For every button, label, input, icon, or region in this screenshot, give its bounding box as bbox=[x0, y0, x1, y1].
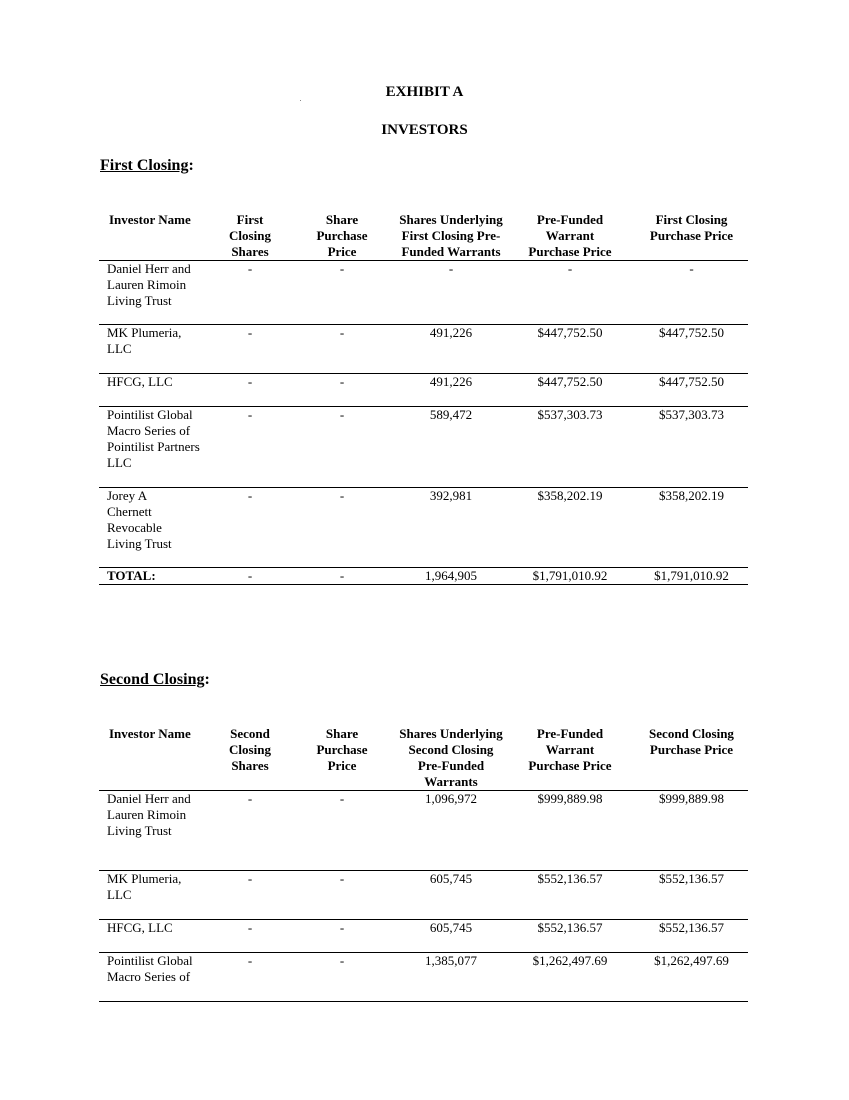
share-purchase-price: - bbox=[287, 953, 397, 1002]
shares-underlying: 589,472 bbox=[397, 407, 505, 488]
total-closing-shares: - bbox=[213, 568, 287, 585]
closing-purchase-price: $552,136.57 bbox=[635, 920, 748, 953]
stray-mark bbox=[300, 100, 301, 101]
shares-underlying: 491,226 bbox=[397, 374, 505, 407]
warrant-purchase-price: $999,889.98 bbox=[505, 791, 635, 871]
col-closing-shares: First Closing Shares bbox=[213, 212, 287, 261]
closing-shares: - bbox=[213, 791, 287, 871]
investor-name: Pointilist Global Macro Series of bbox=[99, 953, 213, 1002]
warrant-purchase-price: $358,202.19 bbox=[505, 488, 635, 568]
closing-shares: - bbox=[213, 920, 287, 953]
investors-subtitle: INVESTORS bbox=[381, 122, 468, 138]
total-share-purchase-price: - bbox=[287, 568, 397, 585]
second-closing-heading-colon: : bbox=[204, 671, 210, 688]
closing-purchase-price: - bbox=[635, 261, 748, 325]
table-row bbox=[99, 488, 748, 568]
closing-shares: - bbox=[213, 488, 287, 568]
table-row bbox=[99, 261, 748, 325]
col-closing-purchase-price: First Closing Purchase Price bbox=[635, 212, 748, 261]
shares-underlying: 605,745 bbox=[397, 871, 505, 920]
closing-shares: - bbox=[213, 325, 287, 374]
table-row bbox=[99, 407, 748, 488]
table-header-row bbox=[99, 726, 748, 791]
closing-purchase-price: $999,889.98 bbox=[635, 791, 748, 871]
investor-name: Daniel Herr and Lauren Rimoin Living Trust bbox=[99, 791, 213, 871]
first-closing-table bbox=[99, 212, 748, 585]
first-closing-heading-colon: : bbox=[188, 157, 194, 174]
closing-shares: - bbox=[213, 953, 287, 1002]
investor-name: HFCG, LLC bbox=[99, 920, 213, 953]
shares-underlying: 491,226 bbox=[397, 325, 505, 374]
closing-purchase-price: $358,202.19 bbox=[635, 488, 748, 568]
warrant-purchase-price: - bbox=[505, 261, 635, 325]
closing-shares: - bbox=[213, 871, 287, 920]
investor-name: MK Plumeria, LLC bbox=[99, 871, 213, 920]
col-investor-name: Investor Name bbox=[99, 212, 213, 261]
col-investor-name: Investor Name bbox=[99, 726, 213, 791]
share-purchase-price: - bbox=[287, 791, 397, 871]
closing-shares: - bbox=[213, 407, 287, 488]
share-purchase-price: - bbox=[287, 488, 397, 568]
shares-underlying: 392,981 bbox=[397, 488, 505, 568]
shares-underlying: - bbox=[397, 261, 505, 325]
table-row bbox=[99, 871, 748, 920]
investor-name: MK Plumeria, LLC bbox=[99, 325, 213, 374]
table-header-row bbox=[99, 212, 748, 261]
col-warrant-purchase-price: Pre-Funded Warrant Purchase Price bbox=[505, 726, 635, 791]
col-shares-underlying: Shares Underlying Second Closing Pre-Funded Warrants bbox=[397, 726, 505, 791]
table-row bbox=[99, 325, 748, 374]
col-closing-purchase-price: Second Closing Purchase Price bbox=[635, 726, 748, 791]
shares-underlying: 605,745 bbox=[397, 920, 505, 953]
second-closing-heading-text: Second Closing bbox=[100, 671, 205, 688]
closing-purchase-price: $447,752.50 bbox=[635, 374, 748, 407]
closing-shares: - bbox=[213, 374, 287, 407]
warrant-purchase-price: $552,136.57 bbox=[505, 871, 635, 920]
share-purchase-price: - bbox=[287, 261, 397, 325]
share-purchase-price: - bbox=[287, 374, 397, 407]
total-shares-underlying: 1,964,905 bbox=[397, 568, 505, 585]
col-share-purchase-price: Share Purchase Price bbox=[287, 726, 397, 791]
first-closing-heading bbox=[100, 157, 194, 175]
warrant-purchase-price: $1,262,497.69 bbox=[505, 953, 635, 1002]
shares-underlying: 1,385,077 bbox=[397, 953, 505, 1002]
warrant-purchase-price: $447,752.50 bbox=[505, 374, 635, 407]
table-row bbox=[99, 374, 748, 407]
share-purchase-price: - bbox=[287, 920, 397, 953]
total-row bbox=[99, 568, 748, 585]
total-closing-purchase-price: $1,791,010.92 bbox=[635, 568, 748, 585]
col-warrant-purchase-price: Pre-Funded Warrant Purchase Price bbox=[505, 212, 635, 261]
share-purchase-price: - bbox=[287, 407, 397, 488]
closing-purchase-price: $537,303.73 bbox=[635, 407, 748, 488]
investor-name: HFCG, LLC bbox=[99, 374, 213, 407]
investor-name: Pointilist Global Macro Series of Pointilist Partners LLC bbox=[99, 407, 213, 488]
closing-shares: - bbox=[213, 261, 287, 325]
warrant-purchase-price: $537,303.73 bbox=[505, 407, 635, 488]
closing-purchase-price: $1,262,497.69 bbox=[635, 953, 748, 1002]
first-closing-heading-text: First Closing bbox=[100, 157, 189, 174]
total-warrant-purchase-price: $1,791,010.92 bbox=[505, 568, 635, 585]
total-label: TOTAL: bbox=[99, 568, 213, 585]
col-shares-underlying: Shares Underlying First Closing Pre-Funded Warrants bbox=[397, 212, 505, 261]
warrant-purchase-price: $552,136.57 bbox=[505, 920, 635, 953]
share-purchase-price: - bbox=[287, 871, 397, 920]
table-row bbox=[99, 953, 748, 1002]
closing-purchase-price: $552,136.57 bbox=[635, 871, 748, 920]
second-closing-table bbox=[99, 726, 748, 1002]
col-closing-shares: Second Closing Shares bbox=[213, 726, 287, 791]
shares-underlying: 1,096,972 bbox=[397, 791, 505, 871]
exhibit-title: EXHIBIT A bbox=[385, 84, 464, 100]
warrant-purchase-price: $447,752.50 bbox=[505, 325, 635, 374]
investor-name: Daniel Herr and Lauren Rimoin Living Trust bbox=[99, 261, 213, 325]
closing-purchase-price: $447,752.50 bbox=[635, 325, 748, 374]
table-row bbox=[99, 920, 748, 953]
table-row bbox=[99, 791, 748, 871]
second-closing-heading bbox=[100, 671, 210, 689]
col-share-purchase-price: Share Purchase Price bbox=[287, 212, 397, 261]
investor-name: Jorey A Chernett Revocable Living Trust bbox=[99, 488, 213, 568]
share-purchase-price: - bbox=[287, 325, 397, 374]
